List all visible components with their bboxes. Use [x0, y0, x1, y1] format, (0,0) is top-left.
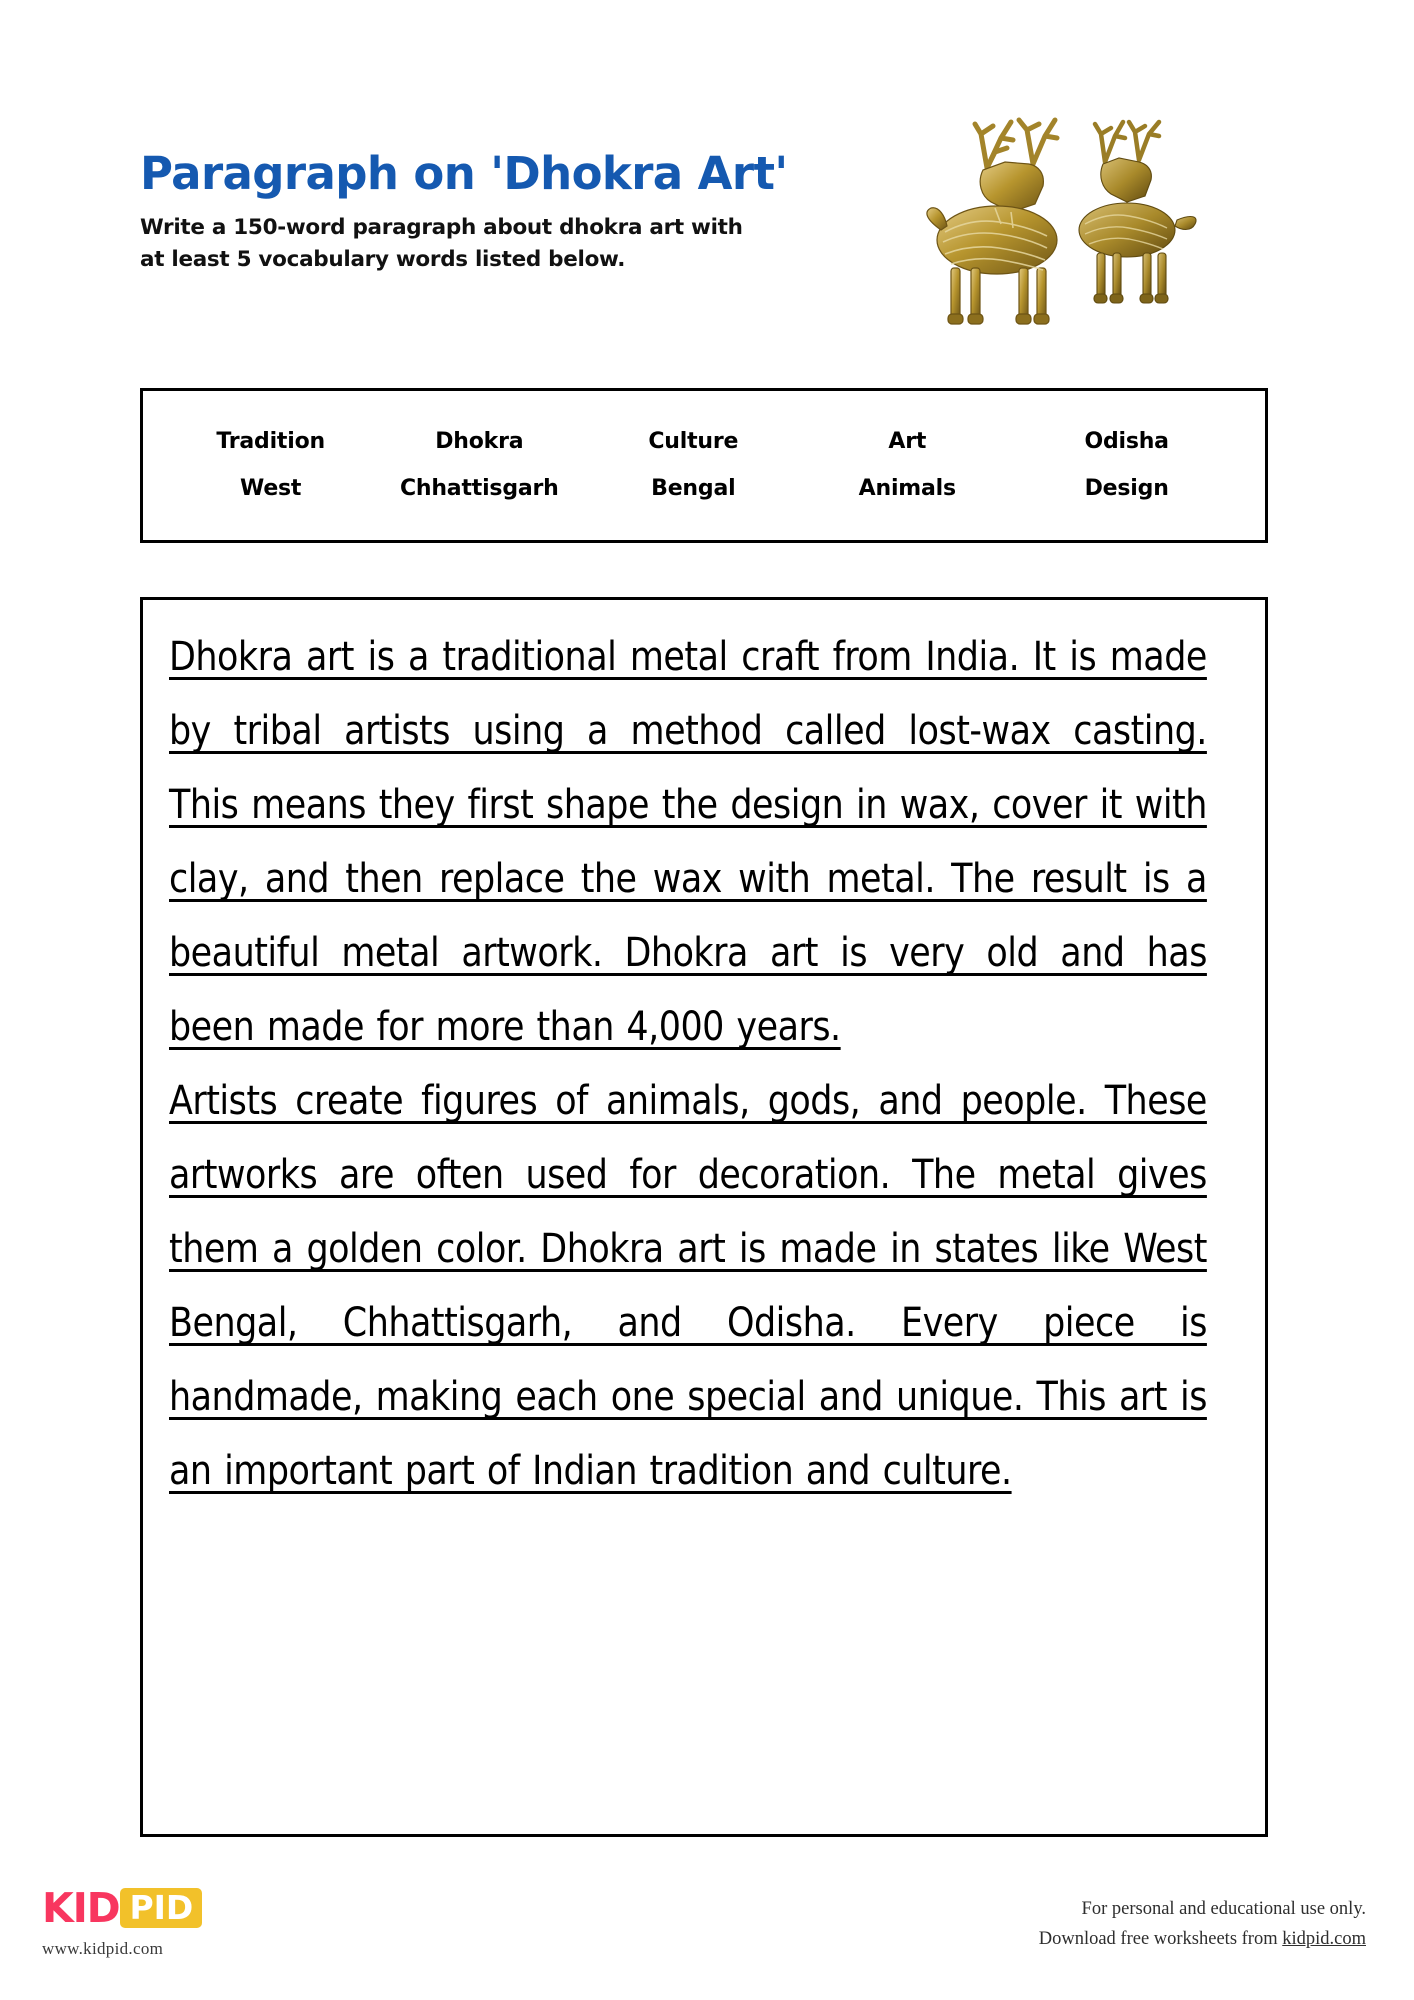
vocabulary-word: Animals	[858, 475, 956, 501]
vocabulary-word: Odisha	[1084, 428, 1169, 454]
answer-paragraph-1: Dhokra art is a traditional metal craft from India. It is made by tribal artists using a method called lost-wax casting. This means they first shape the design in wax, cover it with clay, and then replace the wax with metal. The result is a beautiful metal artwork. Dhokra art is very old and has been made for more than 4,000 years.	[169, 634, 1207, 1050]
footer-branding	[42, 1885, 342, 1959]
answer-writing-area[interactable]	[140, 597, 1268, 1837]
worksheet-header	[140, 147, 880, 275]
footer-website-url[interactable]: www.kidpid.com	[42, 1939, 164, 1958]
vocabulary-word: Bengal	[651, 475, 736, 501]
vocabulary-word: Dhokra	[435, 428, 524, 454]
vocabulary-word: Culture	[648, 428, 739, 454]
instruction-line-2: at least 5 vocabulary words listed below.	[140, 246, 626, 272]
logo-pid-badge: PID	[120, 1888, 202, 1928]
page-title: Paragraph on 'Dhokra Art'	[140, 147, 788, 200]
usage-notice-line-2	[1039, 1925, 1366, 1955]
worksheet-instructions	[140, 212, 840, 276]
answer-paragraph-2: Artists create figures of animals, gods, and people. These artworks are often used for decoration. The metal gives them a golden color. Dhokra art is made in states like West Bengal, Chhattisgarh, and Odisha. Every piece is handmade, making each one special and unique. This art is an important part of Indian tradition and culture.	[169, 1078, 1207, 1494]
download-prefix-text: Download free worksheets from	[1038, 1928, 1283, 1949]
kidpid-logo[interactable]	[42, 1885, 342, 1931]
dhokra-deer-illustration	[915, 108, 1245, 338]
vocabulary-word: Chhattisgarh	[399, 475, 559, 501]
deer-large	[927, 120, 1057, 324]
kidpid-link[interactable]: kidpid.com	[1282, 1928, 1366, 1949]
deer-small	[1079, 122, 1196, 303]
logo-kid-text: KID	[42, 1883, 120, 1932]
word-bank-row	[169, 476, 1239, 501]
vocabulary-word-bank	[140, 388, 1268, 543]
footer-usage-notice	[1039, 1895, 1366, 1955]
answer-text	[169, 620, 1207, 1508]
vocabulary-word: Art	[888, 428, 927, 454]
vocabulary-word: Tradition	[216, 428, 325, 454]
instruction-line-1: Write a 150-word paragraph about dhokra art with	[140, 214, 743, 240]
vocabulary-word: West	[240, 475, 302, 501]
vocabulary-word: Design	[1084, 475, 1169, 501]
word-bank-row	[169, 429, 1239, 454]
usage-notice-line-1: For personal and educational use only.	[1081, 1899, 1366, 1919]
